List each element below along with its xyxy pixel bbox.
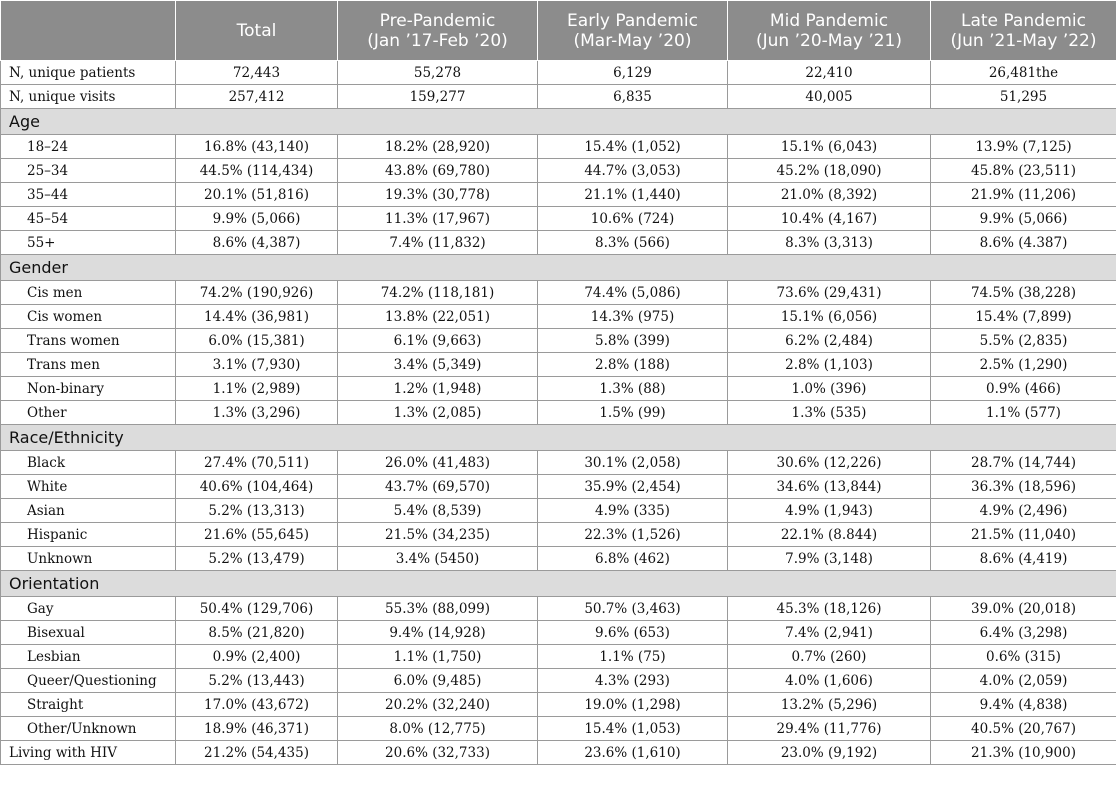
row-label: N, unique visits	[1, 85, 176, 109]
row-value: 0.6% (315)	[931, 645, 1116, 669]
row-value: 1.5% (99)	[538, 401, 728, 425]
footer-row	[1, 741, 1116, 765]
table-row	[1, 547, 1116, 571]
row-value: 3.4% (5450)	[338, 547, 538, 571]
row-value: 28.7% (14,744)	[931, 451, 1116, 475]
row-value: 21.5% (11,040)	[931, 523, 1116, 547]
row-value: 50.7% (3,463)	[538, 597, 728, 621]
row-value: 1.3% (535)	[728, 401, 931, 425]
table-body	[1, 61, 1116, 765]
row-value: 74.2% (190,926)	[176, 281, 338, 305]
row-value: 1.3% (3,296)	[176, 401, 338, 425]
table-row	[1, 135, 1116, 159]
row-value: 23.6% (1,610)	[538, 741, 728, 765]
row-value: 8.3% (3,313)	[728, 231, 931, 255]
row-label: Living with HIV	[1, 741, 176, 765]
header-period-range: (Mar-May ’20)	[573, 30, 692, 51]
row-label: 55+	[1, 231, 176, 255]
row-value: 6.0% (15,381)	[176, 329, 338, 353]
section-title: Gender	[1, 255, 1116, 281]
row-value: 15.4% (1,053)	[538, 717, 728, 741]
row-value: 19.0% (1,298)	[538, 693, 728, 717]
header-period-range: (Jun ’20-May ’21)	[756, 30, 902, 51]
row-label: Gay	[1, 597, 176, 621]
row-value: 4.9% (1,943)	[728, 499, 931, 523]
row-value: 35.9% (2,454)	[538, 475, 728, 499]
row-value: 4.9% (335)	[538, 499, 728, 523]
table-row	[1, 207, 1116, 231]
row-value: 22.1% (8.844)	[728, 523, 931, 547]
row-value: 43.8% (69,780)	[338, 159, 538, 183]
row-value: 7.4% (11,832)	[338, 231, 538, 255]
row-value: 1.3% (2,085)	[338, 401, 538, 425]
row-value: 73.6% (29,431)	[728, 281, 931, 305]
table-row	[1, 329, 1116, 353]
row-value: 1.0% (396)	[728, 377, 931, 401]
row-value: 43.7% (69,570)	[338, 475, 538, 499]
row-value: 9.9% (5,066)	[176, 207, 338, 231]
section-header-row	[1, 109, 1116, 135]
row-label: Lesbian	[1, 645, 176, 669]
row-value: 27.4% (70,511)	[176, 451, 338, 475]
header-early-pandemic	[538, 1, 728, 61]
row-label: Unknown	[1, 547, 176, 571]
table-row	[1, 353, 1116, 377]
header-period-name: Early Pandemic	[567, 10, 698, 31]
row-value: 6,129	[538, 61, 728, 85]
row-value: 50.4% (129,706)	[176, 597, 338, 621]
row-value: 20.2% (32,240)	[338, 693, 538, 717]
section-title: Race/Ethnicity	[1, 425, 1116, 451]
header-total: Total	[176, 1, 338, 61]
row-value: 1.1% (2,989)	[176, 377, 338, 401]
row-value: 55.3% (88,099)	[338, 597, 538, 621]
row-value: 1.1% (1,750)	[338, 645, 538, 669]
row-value: 21.6% (55,645)	[176, 523, 338, 547]
row-value: 16.8% (43,140)	[176, 135, 338, 159]
row-value: 6.8% (462)	[538, 547, 728, 571]
table-row	[1, 401, 1116, 425]
row-value: 11.3% (17,967)	[338, 207, 538, 231]
row-value: 1.1% (75)	[538, 645, 728, 669]
row-value: 36.3% (18,596)	[931, 475, 1116, 499]
header-period-name: Mid Pandemic	[769, 10, 889, 31]
header-period-name: Late Pandemic	[961, 10, 1086, 31]
row-value: 0.7% (260)	[728, 645, 931, 669]
row-value: 10.4% (4,167)	[728, 207, 931, 231]
table-row	[1, 159, 1116, 183]
table-row	[1, 281, 1116, 305]
row-value: 22,410	[728, 61, 931, 85]
row-value: 21.5% (34,235)	[338, 523, 538, 547]
row-value: 74.4% (5,086)	[538, 281, 728, 305]
table-header	[1, 1, 1116, 61]
row-value: 5.5% (2,835)	[931, 329, 1116, 353]
row-value: 6.1% (9,663)	[338, 329, 538, 353]
row-value: 22.3% (1,526)	[538, 523, 728, 547]
row-value: 8.6% (4,419)	[931, 547, 1116, 571]
header-period-name: Pre-Pandemic	[379, 10, 496, 31]
row-label: Bisexual	[1, 621, 176, 645]
section-header-row	[1, 571, 1116, 597]
header-period-range: (Jun ’21-May ’22)	[950, 30, 1097, 51]
row-value: 4.3% (293)	[538, 669, 728, 693]
row-value: 45.3% (18,126)	[728, 597, 931, 621]
row-value: 15.4% (1,052)	[538, 135, 728, 159]
table-row	[1, 717, 1116, 741]
header-period-range: (Jan ’17-Feb ’20)	[367, 30, 508, 51]
row-label: 25–34	[1, 159, 176, 183]
row-value: 72,443	[176, 61, 338, 85]
row-value: 45.8% (23,511)	[931, 159, 1116, 183]
row-label: Queer/Questioning	[1, 669, 176, 693]
row-label: 45–54	[1, 207, 176, 231]
row-value: 40.5% (20,767)	[931, 717, 1116, 741]
row-value: 5.2% (13,443)	[176, 669, 338, 693]
row-value: 45.2% (18,090)	[728, 159, 931, 183]
row-value: 2.8% (188)	[538, 353, 728, 377]
row-label: 35–44	[1, 183, 176, 207]
row-value: 2.8% (1,103)	[728, 353, 931, 377]
table-row	[1, 523, 1116, 547]
row-value: 21.2% (54,435)	[176, 741, 338, 765]
table-row	[1, 231, 1116, 255]
header-late-pandemic	[931, 1, 1116, 61]
section-title: Age	[1, 109, 1116, 135]
row-value: 26,481the	[931, 61, 1116, 85]
row-value: 15.4% (7,899)	[931, 305, 1116, 329]
row-value: 0.9% (466)	[931, 377, 1116, 401]
row-value: 14.3% (975)	[538, 305, 728, 329]
row-value: 26.0% (41,483)	[338, 451, 538, 475]
summary-row	[1, 85, 1116, 109]
row-value: 5.4% (8,539)	[338, 499, 538, 523]
row-value: 13.2% (5,296)	[728, 693, 931, 717]
row-value: 6.4% (3,298)	[931, 621, 1116, 645]
table-row	[1, 475, 1116, 499]
row-value: 5.2% (13,313)	[176, 499, 338, 523]
row-value: 9.6% (653)	[538, 621, 728, 645]
row-value: 6.2% (2,484)	[728, 329, 931, 353]
row-label: Non-binary	[1, 377, 176, 401]
row-value: 6,835	[538, 85, 728, 109]
section-header-row	[1, 255, 1116, 281]
section-header-row	[1, 425, 1116, 451]
row-value: 2.5% (1,290)	[931, 353, 1116, 377]
table-row	[1, 377, 1116, 401]
row-value: 74.5% (38,228)	[931, 281, 1116, 305]
section-title: Orientation	[1, 571, 1116, 597]
table-row	[1, 621, 1116, 645]
row-value: 74.2% (118,181)	[338, 281, 538, 305]
row-value: 5.8% (399)	[538, 329, 728, 353]
row-value: 15.1% (6,043)	[728, 135, 931, 159]
row-value: 9.4% (14,928)	[338, 621, 538, 645]
row-value: 13.8% (22,051)	[338, 305, 538, 329]
row-value: 8.3% (566)	[538, 231, 728, 255]
row-label: White	[1, 475, 176, 499]
row-label: Trans women	[1, 329, 176, 353]
row-value: 20.6% (32,733)	[338, 741, 538, 765]
row-value: 21.0% (8,392)	[728, 183, 931, 207]
row-value: 18.2% (28,920)	[338, 135, 538, 159]
row-value: 8.5% (21,820)	[176, 621, 338, 645]
row-value: 19.3% (30,778)	[338, 183, 538, 207]
header-row	[1, 1, 1116, 61]
row-value: 14.4% (36,981)	[176, 305, 338, 329]
row-value: 51,295	[931, 85, 1116, 109]
row-value: 0.9% (2,400)	[176, 645, 338, 669]
table-row	[1, 305, 1116, 329]
table-row	[1, 645, 1116, 669]
row-value: 40.6% (104,464)	[176, 475, 338, 499]
summary-row	[1, 61, 1116, 85]
row-value: 3.1% (7,930)	[176, 353, 338, 377]
row-value: 15.1% (6,056)	[728, 305, 931, 329]
row-label: Other	[1, 401, 176, 425]
row-value: 21.9% (11,206)	[931, 183, 1116, 207]
row-value: 9.4% (4,838)	[931, 693, 1116, 717]
table-row	[1, 669, 1116, 693]
row-value: 8.6% (4,387)	[176, 231, 338, 255]
row-value: 7.9% (3,148)	[728, 547, 931, 571]
row-value: 1.1% (577)	[931, 401, 1116, 425]
row-value: 23.0% (9,192)	[728, 741, 931, 765]
row-value: 10.6% (724)	[538, 207, 728, 231]
row-value: 44.7% (3,053)	[538, 159, 728, 183]
row-label: 18–24	[1, 135, 176, 159]
row-value: 1.2% (1,948)	[338, 377, 538, 401]
row-value: 257,412	[176, 85, 338, 109]
row-value: 21.1% (1,440)	[538, 183, 728, 207]
row-value: 21.3% (10,900)	[931, 741, 1116, 765]
row-label: Cis women	[1, 305, 176, 329]
row-value: 3.4% (5,349)	[338, 353, 538, 377]
row-label: Other/Unknown	[1, 717, 176, 741]
row-value: 159,277	[338, 85, 538, 109]
table-row	[1, 693, 1116, 717]
row-label: Black	[1, 451, 176, 475]
row-value: 4.0% (2,059)	[931, 669, 1116, 693]
row-value: 1.3% (88)	[538, 377, 728, 401]
row-label: Straight	[1, 693, 176, 717]
row-value: 17.0% (43,672)	[176, 693, 338, 717]
table-row	[1, 597, 1116, 621]
row-value: 34.6% (13,844)	[728, 475, 931, 499]
row-value: 13.9% (7,125)	[931, 135, 1116, 159]
row-value: 8.6% (4.387)	[931, 231, 1116, 255]
row-value: 18.9% (46,371)	[176, 717, 338, 741]
row-label: Hispanic	[1, 523, 176, 547]
table-row	[1, 183, 1116, 207]
row-value: 55,278	[338, 61, 538, 85]
header-corner	[1, 1, 176, 61]
row-value: 29.4% (11,776)	[728, 717, 931, 741]
table-row	[1, 499, 1116, 523]
row-label: Cis men	[1, 281, 176, 305]
row-label: Trans men	[1, 353, 176, 377]
row-value: 44.5% (114,434)	[176, 159, 338, 183]
row-value: 9.9% (5,066)	[931, 207, 1116, 231]
header-mid-pandemic	[728, 1, 931, 61]
row-value: 4.9% (2,496)	[931, 499, 1116, 523]
row-value: 39.0% (20,018)	[931, 597, 1116, 621]
row-value: 8.0% (12,775)	[338, 717, 538, 741]
row-value: 5.2% (13,479)	[176, 547, 338, 571]
row-value: 30.6% (12,226)	[728, 451, 931, 475]
table-row	[1, 451, 1116, 475]
row-label: N, unique patients	[1, 61, 176, 85]
header-pre-pandemic	[338, 1, 538, 61]
row-value: 4.0% (1,606)	[728, 669, 931, 693]
row-value: 30.1% (2,058)	[538, 451, 728, 475]
row-value: 20.1% (51,816)	[176, 183, 338, 207]
row-value: 7.4% (2,941)	[728, 621, 931, 645]
row-value: 40,005	[728, 85, 931, 109]
row-label: Asian	[1, 499, 176, 523]
row-value: 6.0% (9,485)	[338, 669, 538, 693]
